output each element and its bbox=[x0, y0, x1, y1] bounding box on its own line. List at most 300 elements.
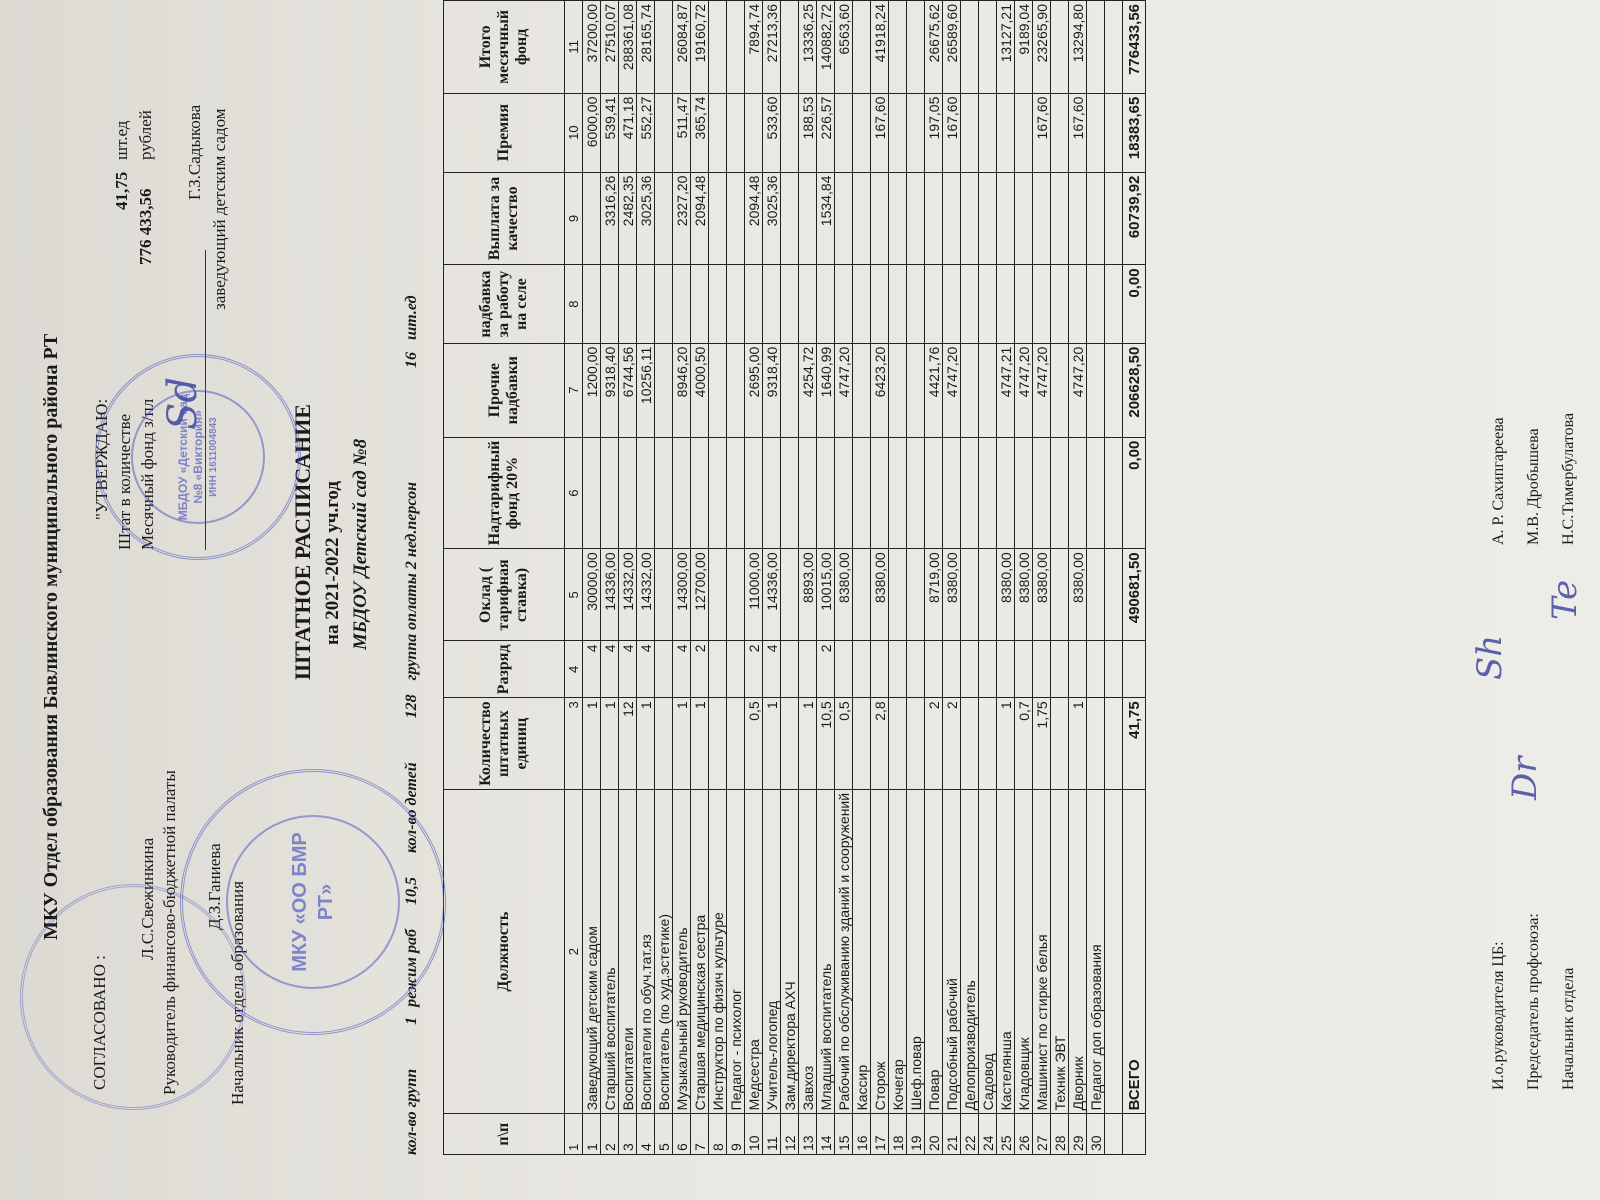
table-cell: 167,60 bbox=[943, 93, 961, 172]
table-cell: 10 bbox=[565, 93, 583, 172]
table-cell bbox=[691, 437, 709, 549]
table-cell: 18 bbox=[889, 1114, 907, 1155]
table-cell bbox=[709, 172, 727, 265]
table-cell bbox=[979, 265, 997, 343]
table-cell bbox=[853, 641, 871, 698]
table-cell: 1 bbox=[691, 698, 709, 790]
table-cell bbox=[961, 549, 979, 641]
footer-role-2: Председатель профсоюза: bbox=[1525, 913, 1542, 1090]
table-row bbox=[745, 1, 763, 1155]
table-cell bbox=[727, 93, 745, 172]
table-cell: 552,27 bbox=[637, 93, 655, 172]
table-cell bbox=[979, 93, 997, 172]
table-cell bbox=[1069, 265, 1087, 343]
table-row bbox=[997, 1, 1015, 1155]
table-cell: 5 bbox=[655, 1114, 673, 1155]
table-cell: Педагог доп образования bbox=[1087, 789, 1105, 1113]
table-cell bbox=[835, 437, 853, 549]
signature-3: Te bbox=[1545, 579, 1585, 620]
table-cell: 4747,20 bbox=[835, 343, 853, 437]
table-cell: 10256,11 bbox=[637, 343, 655, 437]
table-cell bbox=[979, 549, 997, 641]
table-cell bbox=[727, 698, 745, 790]
fund-label: Месячный фонд з/пл bbox=[138, 398, 157, 550]
table-cell: 6744,56 bbox=[619, 343, 637, 437]
stamp-right bbox=[95, 354, 301, 560]
table-cell bbox=[799, 437, 817, 549]
column-header: Прочие надбавки bbox=[444, 343, 565, 437]
table-cell bbox=[655, 343, 673, 437]
table-row bbox=[601, 1, 619, 1155]
table-cell: 4 bbox=[601, 641, 619, 698]
table-cell bbox=[835, 641, 853, 698]
table-cell bbox=[709, 698, 727, 790]
table-cell: 6 bbox=[673, 1114, 691, 1155]
table-cell: 9 bbox=[727, 1114, 745, 1155]
table-row bbox=[889, 1, 907, 1155]
table-cell: 17 bbox=[871, 1114, 889, 1155]
table-cell bbox=[961, 172, 979, 265]
table-cell: 197,05 bbox=[925, 93, 943, 172]
table-row bbox=[817, 1, 835, 1155]
table-cell: 0,00 bbox=[1123, 437, 1146, 549]
table-cell bbox=[1105, 789, 1123, 1113]
table-cell: 8380,00 bbox=[871, 549, 889, 641]
table-cell: 1 bbox=[799, 698, 817, 790]
table-cell bbox=[1051, 549, 1069, 641]
table-cell: Педагог - психолог bbox=[727, 789, 745, 1113]
table-cell: 8380,00 bbox=[943, 549, 961, 641]
table-cell bbox=[943, 437, 961, 549]
table-cell bbox=[1015, 641, 1033, 698]
table-cell: 0,00 bbox=[1123, 265, 1146, 343]
table-row bbox=[583, 1, 601, 1155]
table-cell bbox=[925, 172, 943, 265]
table-row bbox=[871, 1, 889, 1155]
table-cell bbox=[1087, 698, 1105, 790]
table-cell: 7 bbox=[691, 1114, 709, 1155]
table-cell: 471,18 bbox=[619, 93, 637, 172]
table-cell: Воспитатели bbox=[619, 789, 637, 1113]
footer-name-3: Н.С.Тимербулатова bbox=[1560, 412, 1577, 545]
table-cell bbox=[1105, 343, 1123, 437]
table-cell bbox=[655, 265, 673, 343]
table-cell: 4254,72 bbox=[799, 343, 817, 437]
agreed-role-2: Начальник отдела образования bbox=[228, 881, 247, 1105]
table-cell bbox=[799, 265, 817, 343]
table-cell bbox=[1051, 93, 1069, 172]
table-cell bbox=[889, 641, 907, 698]
table-cell: 226,57 bbox=[817, 93, 835, 172]
table-cell: 2094,48 bbox=[691, 172, 709, 265]
table-cell bbox=[763, 265, 781, 343]
table-cell bbox=[1123, 641, 1146, 698]
table-cell: 3 bbox=[565, 698, 583, 790]
table-cell bbox=[889, 549, 907, 641]
table-cell: 12 bbox=[619, 698, 637, 790]
table-cell: 12 bbox=[781, 1114, 799, 1155]
table-cell bbox=[745, 93, 763, 172]
table-cell: Кладовщик bbox=[1015, 789, 1033, 1113]
table-cell bbox=[727, 1, 745, 94]
table-cell: Подсобный рабочий bbox=[943, 789, 961, 1113]
table-row bbox=[655, 1, 673, 1155]
table-cell: 6000,00 bbox=[583, 93, 601, 172]
table-cell: 21 bbox=[943, 1114, 961, 1155]
table-cell: Заведующий детским садом bbox=[583, 789, 601, 1113]
table-cell bbox=[907, 172, 925, 265]
table-cell: Инструктор по физич культуре bbox=[709, 789, 727, 1113]
org-heading: МКУ Отдел образования Бавлинского муниципального района РТ bbox=[40, 333, 62, 940]
table-cell: 8 bbox=[565, 265, 583, 343]
table-cell: Воспитатели по обуч.тат.яз bbox=[637, 789, 655, 1113]
table-cell bbox=[1087, 641, 1105, 698]
table-cell: 11 bbox=[565, 1, 583, 94]
pay-unit: шт.ед bbox=[403, 295, 420, 341]
table-cell: 4747,21 bbox=[997, 343, 1015, 437]
table-cell bbox=[961, 265, 979, 343]
table-cell: 2 bbox=[691, 641, 709, 698]
table-cell bbox=[997, 265, 1015, 343]
table-header-row bbox=[444, 1, 565, 1155]
table-cell: Музыкальный руководитель bbox=[673, 789, 691, 1113]
head-role: заведующий детским садом bbox=[210, 108, 229, 310]
table-cell bbox=[781, 1, 799, 94]
table-cell: Шеф.повар bbox=[907, 789, 925, 1113]
table-cell bbox=[943, 641, 961, 698]
table-cell: 60739,92 bbox=[1123, 172, 1146, 265]
table-cell bbox=[1051, 698, 1069, 790]
table-cell bbox=[1087, 549, 1105, 641]
table-cell bbox=[1069, 437, 1087, 549]
table-row bbox=[1051, 1, 1069, 1155]
table-cell: 4747,20 bbox=[943, 343, 961, 437]
table-cell bbox=[727, 641, 745, 698]
table-cell bbox=[889, 265, 907, 343]
table-cell bbox=[1087, 172, 1105, 265]
table-cell: 14336,00 bbox=[601, 549, 619, 641]
table-cell bbox=[853, 265, 871, 343]
doc-year: на 2021-2022 уч.год bbox=[322, 481, 343, 645]
table-cell bbox=[907, 549, 925, 641]
table-cell bbox=[601, 437, 619, 549]
table-body bbox=[565, 1, 1146, 1155]
table-cell bbox=[709, 1, 727, 94]
table-cell: 511,47 bbox=[673, 93, 691, 172]
table-cell: 6563,60 bbox=[835, 1, 853, 94]
table-cell bbox=[853, 549, 871, 641]
table-cell bbox=[961, 1, 979, 94]
approve-label: "УТВЕРЖДАЮ: bbox=[92, 398, 111, 520]
table-cell bbox=[619, 437, 637, 549]
table-cell bbox=[889, 172, 907, 265]
table-cell: 14300,00 bbox=[673, 549, 691, 641]
table-row bbox=[673, 1, 691, 1155]
table-cell: 19 bbox=[907, 1114, 925, 1155]
table-row bbox=[1069, 1, 1087, 1155]
kids-label: кол-во детей bbox=[403, 762, 420, 854]
table-cell bbox=[637, 437, 655, 549]
table-cell: 9318,40 bbox=[763, 343, 781, 437]
table-cell: 4 bbox=[673, 641, 691, 698]
table-cell: 8 bbox=[709, 1114, 727, 1155]
table-cell: Машинист по стирке белья bbox=[1033, 789, 1051, 1113]
table-cell: Медсестра bbox=[745, 789, 763, 1113]
column-header: Количество штатных единиц bbox=[444, 698, 565, 790]
table-cell: 4 bbox=[619, 641, 637, 698]
agreed-name-2: Д.З.Ганиева bbox=[205, 843, 224, 930]
table-cell bbox=[853, 698, 871, 790]
table-cell: 4 bbox=[583, 641, 601, 698]
table-cell: 23265,90 bbox=[1033, 1, 1051, 94]
table-cell: 11 bbox=[763, 1114, 781, 1155]
table-cell bbox=[1051, 265, 1069, 343]
kids-value: 128 bbox=[403, 694, 420, 719]
table-cell bbox=[1105, 549, 1123, 641]
table-cell bbox=[889, 1, 907, 94]
table-cell: 14336,00 bbox=[763, 549, 781, 641]
table-cell: 0,7 bbox=[1015, 698, 1033, 790]
table-cell bbox=[997, 93, 1015, 172]
table-cell bbox=[781, 343, 799, 437]
table-cell: 8380,00 bbox=[997, 549, 1015, 641]
table-cell bbox=[925, 437, 943, 549]
table-cell bbox=[979, 343, 997, 437]
table-cell bbox=[781, 549, 799, 641]
table-cell bbox=[889, 437, 907, 549]
table-cell: 167,60 bbox=[1033, 93, 1051, 172]
table-cell: 4 bbox=[637, 1114, 655, 1155]
table-cell bbox=[1033, 265, 1051, 343]
groups-label: кол-во групп bbox=[403, 1068, 420, 1155]
signature-head: Sd bbox=[160, 376, 206, 430]
table-cell bbox=[727, 172, 745, 265]
pay-label: группа оплаты 2 нед.персон bbox=[403, 482, 420, 681]
table-cell: 776433,56 bbox=[1123, 1, 1146, 94]
table-cell: 0,5 bbox=[745, 698, 763, 790]
staff-label: Штат в количестве bbox=[115, 413, 134, 550]
table-cell bbox=[1105, 698, 1123, 790]
table-cell bbox=[817, 437, 835, 549]
table-cell bbox=[673, 265, 691, 343]
table-cell: 28 bbox=[1051, 1114, 1069, 1155]
table-cell bbox=[763, 437, 781, 549]
table-cell bbox=[709, 437, 727, 549]
table-cell bbox=[871, 265, 889, 343]
stamp-top-left bbox=[20, 884, 246, 1110]
column-header: Надтарифный фонд 20% bbox=[444, 437, 565, 549]
table-cell bbox=[907, 698, 925, 790]
table-cell bbox=[835, 93, 853, 172]
fund-unit: рублей bbox=[136, 110, 155, 160]
table-cell: Младший воспитатель bbox=[817, 789, 835, 1113]
table-cell: 18383,65 bbox=[1123, 93, 1146, 172]
table-cell bbox=[907, 93, 925, 172]
table-cell bbox=[709, 641, 727, 698]
table-cell bbox=[799, 641, 817, 698]
table-row bbox=[943, 1, 961, 1155]
table-cell: 30000,00 bbox=[583, 549, 601, 641]
table-cell bbox=[979, 437, 997, 549]
table-cell: 13 bbox=[799, 1114, 817, 1155]
table-cell bbox=[781, 437, 799, 549]
table-cell: 27213,36 bbox=[763, 1, 781, 94]
table-cell bbox=[1105, 265, 1123, 343]
table-cell: 2 bbox=[817, 641, 835, 698]
table-cell bbox=[961, 698, 979, 790]
table-cell: Кассир bbox=[853, 789, 871, 1113]
table-cell bbox=[1123, 1114, 1146, 1155]
table-cell bbox=[1033, 437, 1051, 549]
table-cell bbox=[655, 437, 673, 549]
table-cell: 1640,99 bbox=[817, 343, 835, 437]
table-cell: 8893,00 bbox=[799, 549, 817, 641]
table-cell bbox=[745, 437, 763, 549]
table-cell bbox=[817, 265, 835, 343]
table-cell bbox=[1105, 641, 1123, 698]
table-cell: 9189,04 bbox=[1015, 1, 1033, 94]
table-index-row bbox=[565, 1, 583, 1155]
groups-value: 1 bbox=[403, 1016, 420, 1025]
column-header: Итого месячный фонд bbox=[444, 1, 565, 94]
column-header: надбавка за работу на селе bbox=[444, 265, 565, 343]
table-cell: 9318,40 bbox=[601, 343, 619, 437]
column-header: Оклад ( тарифная ставка) bbox=[444, 549, 565, 641]
table-cell: Сторож bbox=[871, 789, 889, 1113]
table-cell: 14332,00 bbox=[637, 549, 655, 641]
table-cell: 2327,20 bbox=[673, 172, 691, 265]
table-cell: 9 bbox=[565, 172, 583, 265]
table-cell bbox=[961, 437, 979, 549]
table-cell bbox=[1051, 1, 1069, 94]
table-cell: 3316,26 bbox=[601, 172, 619, 265]
column-header: Должность bbox=[444, 789, 565, 1113]
table-cell bbox=[997, 172, 1015, 265]
table-cell: Садовод bbox=[979, 789, 997, 1113]
table-cell: 27510,07 bbox=[601, 1, 619, 94]
table-cell: 1 bbox=[583, 698, 601, 790]
table-cell: 2 bbox=[565, 789, 583, 1113]
table-cell bbox=[655, 93, 673, 172]
table-cell: 14332,00 bbox=[619, 549, 637, 641]
table-cell: Рабочий по обслуживанию зданий и сооружений bbox=[835, 789, 853, 1113]
table-row bbox=[1105, 1, 1123, 1155]
table-cell bbox=[1051, 172, 1069, 265]
mode-label: режим раб bbox=[403, 929, 420, 1007]
column-header: п\п bbox=[444, 1114, 565, 1155]
table-cell: 4 bbox=[637, 641, 655, 698]
table-cell bbox=[1105, 1, 1123, 94]
table-cell bbox=[961, 93, 979, 172]
table-cell: 10,5 bbox=[817, 698, 835, 790]
table-cell bbox=[979, 698, 997, 790]
table-cell: 13336,25 bbox=[799, 1, 817, 94]
table-cell bbox=[1069, 641, 1087, 698]
table-cell bbox=[1051, 641, 1069, 698]
table-cell bbox=[997, 641, 1015, 698]
table-cell bbox=[1015, 437, 1033, 549]
doc-org: МБДОУ Детский сад №8 bbox=[350, 438, 371, 650]
table-cell: 28165,74 bbox=[637, 1, 655, 94]
table-cell bbox=[907, 437, 925, 549]
table-cell bbox=[709, 343, 727, 437]
table-cell bbox=[601, 265, 619, 343]
table-cell: Воспитатель (по худ.эстетике) bbox=[655, 789, 673, 1113]
table-row bbox=[907, 1, 925, 1155]
table-cell: 7 bbox=[565, 343, 583, 437]
table-cell: 2 bbox=[745, 641, 763, 698]
table-cell bbox=[961, 641, 979, 698]
table-cell: 1200,00 bbox=[583, 343, 601, 437]
table-cell bbox=[835, 265, 853, 343]
stamp-right-text: МБДОУ «Детский сад №8 «Виктория» bbox=[175, 393, 205, 521]
table-cell bbox=[655, 698, 673, 790]
table-cell bbox=[781, 641, 799, 698]
table-row bbox=[835, 1, 853, 1155]
table-cell: 13127,21 bbox=[997, 1, 1015, 94]
footer-name-2: М.В. Дробышева bbox=[1525, 428, 1542, 545]
table-row bbox=[1015, 1, 1033, 1155]
table-cell: 37200,00 bbox=[583, 1, 601, 94]
table-cell: 4 bbox=[565, 641, 583, 698]
table-cell: 24 bbox=[979, 1114, 997, 1155]
table-cell bbox=[1015, 93, 1033, 172]
table-cell: 533,60 bbox=[763, 93, 781, 172]
table-cell bbox=[781, 172, 799, 265]
table-cell: 26589,60 bbox=[943, 1, 961, 94]
table-cell: 365,74 bbox=[691, 93, 709, 172]
table-cell: 8380,00 bbox=[835, 549, 853, 641]
signature-1: Sh bbox=[1470, 634, 1510, 680]
table-cell: 22 bbox=[961, 1114, 979, 1155]
table-cell bbox=[853, 437, 871, 549]
table-row bbox=[961, 1, 979, 1155]
table-cell bbox=[1033, 641, 1051, 698]
table-cell bbox=[727, 549, 745, 641]
table-cell: 8380,00 bbox=[1033, 549, 1051, 641]
table-cell: 2695,00 bbox=[745, 343, 763, 437]
table-cell bbox=[781, 93, 799, 172]
table-cell: 4747,20 bbox=[1015, 343, 1033, 437]
table-cell: 10 bbox=[745, 1114, 763, 1155]
table-cell bbox=[889, 343, 907, 437]
table-cell: 1 bbox=[673, 698, 691, 790]
mode-value: 10,5 bbox=[403, 877, 420, 906]
table-cell bbox=[853, 93, 871, 172]
table-cell bbox=[925, 641, 943, 698]
table-cell: 206628,50 bbox=[1123, 343, 1146, 437]
table-cell: 26084,87 bbox=[673, 1, 691, 94]
table-cell bbox=[637, 265, 655, 343]
table-cell: 13294,80 bbox=[1069, 1, 1087, 94]
table-cell: 5 bbox=[565, 549, 583, 641]
table-row bbox=[763, 1, 781, 1155]
table-cell: Техник ЭВТ bbox=[1051, 789, 1069, 1113]
table-cell: 41,75 bbox=[1123, 698, 1146, 790]
table-cell: 167,60 bbox=[1069, 93, 1087, 172]
table-cell: 2 bbox=[925, 698, 943, 790]
table-row bbox=[637, 1, 655, 1155]
column-header: Премия bbox=[444, 93, 565, 172]
table-cell bbox=[943, 172, 961, 265]
agreed-label: СОГЛАСОВАНО : bbox=[90, 955, 109, 1090]
table-cell: 27 bbox=[1033, 1114, 1051, 1155]
table-cell: 3 bbox=[619, 1114, 637, 1155]
table-cell bbox=[1105, 172, 1123, 265]
table-cell: Повар bbox=[925, 789, 943, 1113]
table-cell bbox=[709, 93, 727, 172]
table-cell: 3025,36 bbox=[763, 172, 781, 265]
